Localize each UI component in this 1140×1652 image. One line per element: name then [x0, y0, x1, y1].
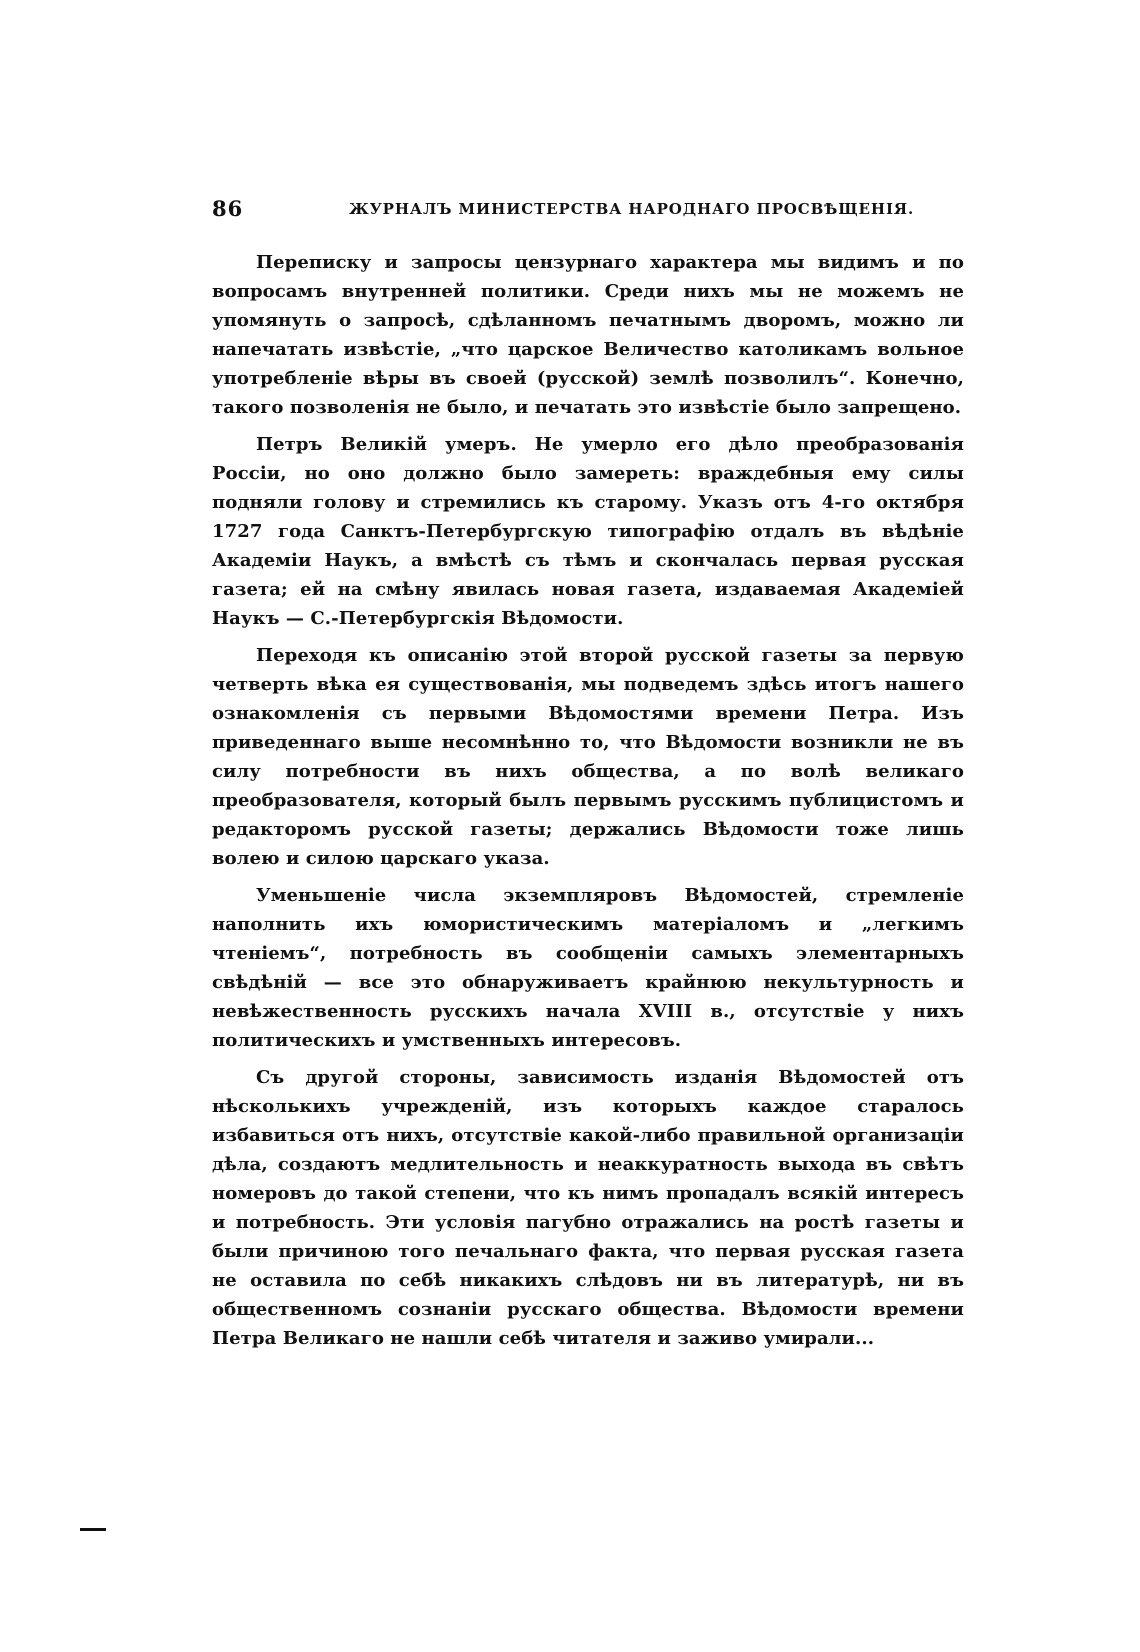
- page-number: 86: [212, 196, 244, 221]
- page-header: [212, 196, 964, 226]
- paragraph: Съ другой стороны, зависимость изданія Вѣдомостей отъ нѣсколькихъ учрежденій, изъ которыхъ каждое старалось избавиться отъ нихъ, отсутствіе какой-либо правильной организаціи дѣла, создаютъ медлительность и неаккуратность выхода въ свѣтъ номеровъ до такой степени, что къ нимъ пропадалъ всякій интересъ и потребность. Эти условія пагубно отражались на ростѣ газеты и были причиною того печальнаго факта, что первая русская газета не оставила по себѣ никакихъ слѣдовъ ни въ литературѣ, ни въ общественномъ сознаніи русскаго общества. Вѣдомости времени Петра Великаго не нашли себѣ читателя и заживо умирали...: [212, 1067, 964, 1349]
- paragraph: Уменьшеніе числа экземпляровъ Вѣдомостей, стремленіе наполнить ихъ юмористическимъ матеріаломъ и „легкимъ чтеніемъ“, потребность въ сообщеніи самыхъ элементарныхъ свѣдѣній — все это обнаруживаетъ крайнюю некультурность и невѣжественность русскихъ начала XVIII в., отсутствіе у нихъ политическихъ и умственныхъ интересовъ.: [212, 885, 964, 1051]
- running-title: ЖУРНАЛЪ МИНИСТЕРСТВА НАРОДНАГО ПРОСВѢЩЕНІЯ.: [349, 200, 915, 218]
- paragraph: Переписку и запросы цензурнаго характера мы видимъ и по вопросамъ внутренней политики. Среди нихъ мы не можемъ не упомянуть о запросѣ, сдѣланномъ печатнымъ дворомъ, можно ли напечатать извѣстіе, „что царское Величество католикамъ вольное употребленіе вѣры въ своей (русской) землѣ позволилъ“. Конечно, такого позволенія не было, и печатать это извѣстіе было запрещено.: [212, 252, 964, 418]
- body-text: [212, 248, 964, 1361]
- margin-mark: [80, 1528, 106, 1531]
- paragraph: Петръ Великій умеръ. Не умерло его дѣло преобразованія Россіи, но оно должно было замереть: враждебныя ему силы подняли голову и стремились къ старому. Указъ отъ 4-го октября 1727 года Санктъ-Петербургскую типографію отдалъ въ вѣдѣніе Академіи Наукъ, а вмѣстѣ съ тѣмъ и скончалась первая русская газета; ей на смѣну явилась новая газета, издаваемая Академіей Наукъ — С.-Петербургскія Вѣдомости.: [212, 434, 964, 629]
- paragraph: Переходя къ описанію этой второй русской газеты за первую четверть вѣка ея существованія, мы подведемъ здѣсь итогъ нашего ознакомленія съ первыми Вѣдомостями времени Петра. Изъ приведеннаго выше несомнѣнно то, что Вѣдомости возникли не въ силу потребности въ нихъ общества, а по волѣ великаго преобразователя, который былъ первымъ русскимъ публицистомъ и редакторомъ русской газеты; держались Вѣдомости тоже лишь волею и силою царскаго указа.: [212, 645, 964, 869]
